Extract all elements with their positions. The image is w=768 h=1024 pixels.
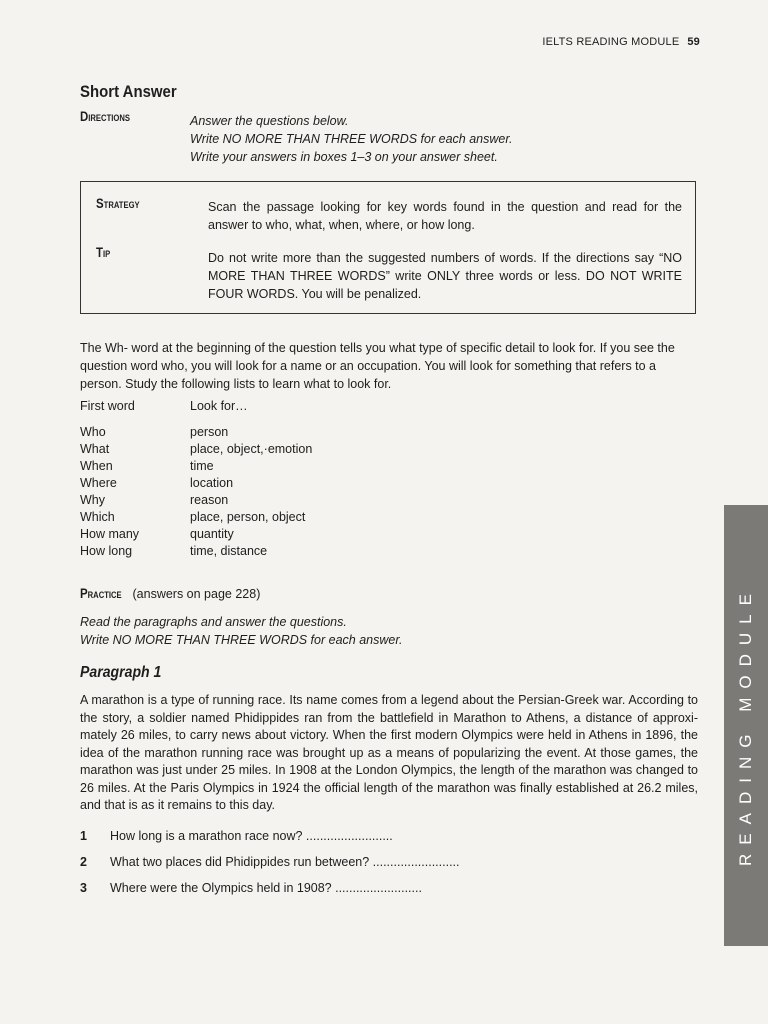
tip-label: Tip (96, 245, 111, 260)
directions-line-3: Write your answers in boxes 1–3 on your answer sheet. (190, 150, 498, 164)
list-item: person (190, 425, 229, 439)
practice-heading (80, 586, 260, 601)
list-item: Why (80, 493, 105, 507)
question-number: 1 (80, 829, 87, 843)
side-thumb-tab (724, 505, 768, 946)
directions-line-1: Answer the questions below. (190, 114, 349, 128)
practice-instruction-2: Write NO MORE THAN THREE WORDS for each answer. (80, 633, 403, 647)
side-tab-label: READING MODULE (736, 585, 755, 866)
intro-paragraph: The Wh- word at the beginning of the question tells you what type of specific detail to look for. If you see the question word who, you will look for a name or an occupation. You will look for something that refers to a person. Study the following lists to learn what to look for. (80, 341, 675, 391)
question-2 (80, 855, 459, 869)
list-item: quantity (190, 527, 234, 541)
practice-instructions (80, 613, 403, 649)
directions-text (190, 112, 513, 166)
list-item: place, object,·emotion (190, 442, 313, 456)
running-title: IELTS READING MODULE (542, 36, 680, 48)
question-3 (80, 881, 422, 895)
question-number: 2 (80, 855, 87, 869)
strategy-label: Strategy (96, 196, 140, 211)
tip-text: Do not write more than the suggested numbers of words. If the directions say “NO MORE THAN THREE WORDS” write ONLY three words or less. DO NOT WRITE FOUR WORDS. You will be penalized. (208, 251, 682, 301)
list-item: reason (190, 493, 229, 507)
practice-label: Practice (80, 586, 122, 601)
list-item: Who (80, 425, 106, 439)
list-item: Which (80, 510, 115, 524)
practice-note: (answers on page 228) (132, 587, 261, 601)
list-item: location (190, 476, 234, 490)
question-text: What two places did Phidippides run between? ......................... (110, 855, 460, 869)
paragraph-heading: Paragraph 1 (80, 664, 162, 681)
page-number: 59 (687, 36, 700, 48)
list-item: time, distance (190, 544, 268, 558)
list-item: How many (80, 527, 140, 541)
paragraph-body: A marathon is a type of running race. Its name comes from a legend about the Persian-Greek war. According to the story, a soldier named Phidippides ran from the battlefield in Marathon to Athens, a distance of approxi-mately 26 miles, to carry news about victory. When the first modern Olympics were held in Athens in 1896, the idea of the marathon running race was brought up as a means of popularizing the event. At those games, the marathon was just under 25 miles. In 1908 at the London Olympics, the length of the marathon was changed to 26 miles. At the Paris Olympics in 1924 the official length of the marathon was finally established at 26.2 miles, and that is as it remains to this day. (80, 693, 698, 812)
list-item: How long (80, 544, 133, 558)
strategy-text: Scan the passage looking for key words found in the question and read for the answer to who, what, when, where, or how long. (208, 200, 682, 232)
list-header-look-for: Look for… (190, 399, 248, 413)
list-item: What (80, 442, 110, 456)
question-1 (80, 829, 393, 843)
question-text: How long is a marathon race now? ......................... (110, 829, 393, 843)
directions-label: Directions (80, 109, 130, 124)
first-word-list (80, 424, 139, 560)
list-item: time (190, 459, 214, 473)
list-item: Where (80, 476, 117, 490)
running-head (542, 36, 700, 48)
list-item: place, person, object (190, 510, 306, 524)
question-text: Where were the Olympics held in 1908? ......................... (110, 881, 422, 895)
look-for-list (190, 424, 312, 560)
list-header-first-word: First word (80, 399, 135, 413)
list-item: When (80, 459, 113, 473)
practice-instruction-1: Read the paragraphs and answer the questions. (80, 615, 347, 629)
directions-line-2: Write NO MORE THAN THREE WORDS for each answer. (190, 132, 513, 146)
section-title: Short Answer (80, 82, 177, 101)
question-number: 3 (80, 881, 87, 895)
